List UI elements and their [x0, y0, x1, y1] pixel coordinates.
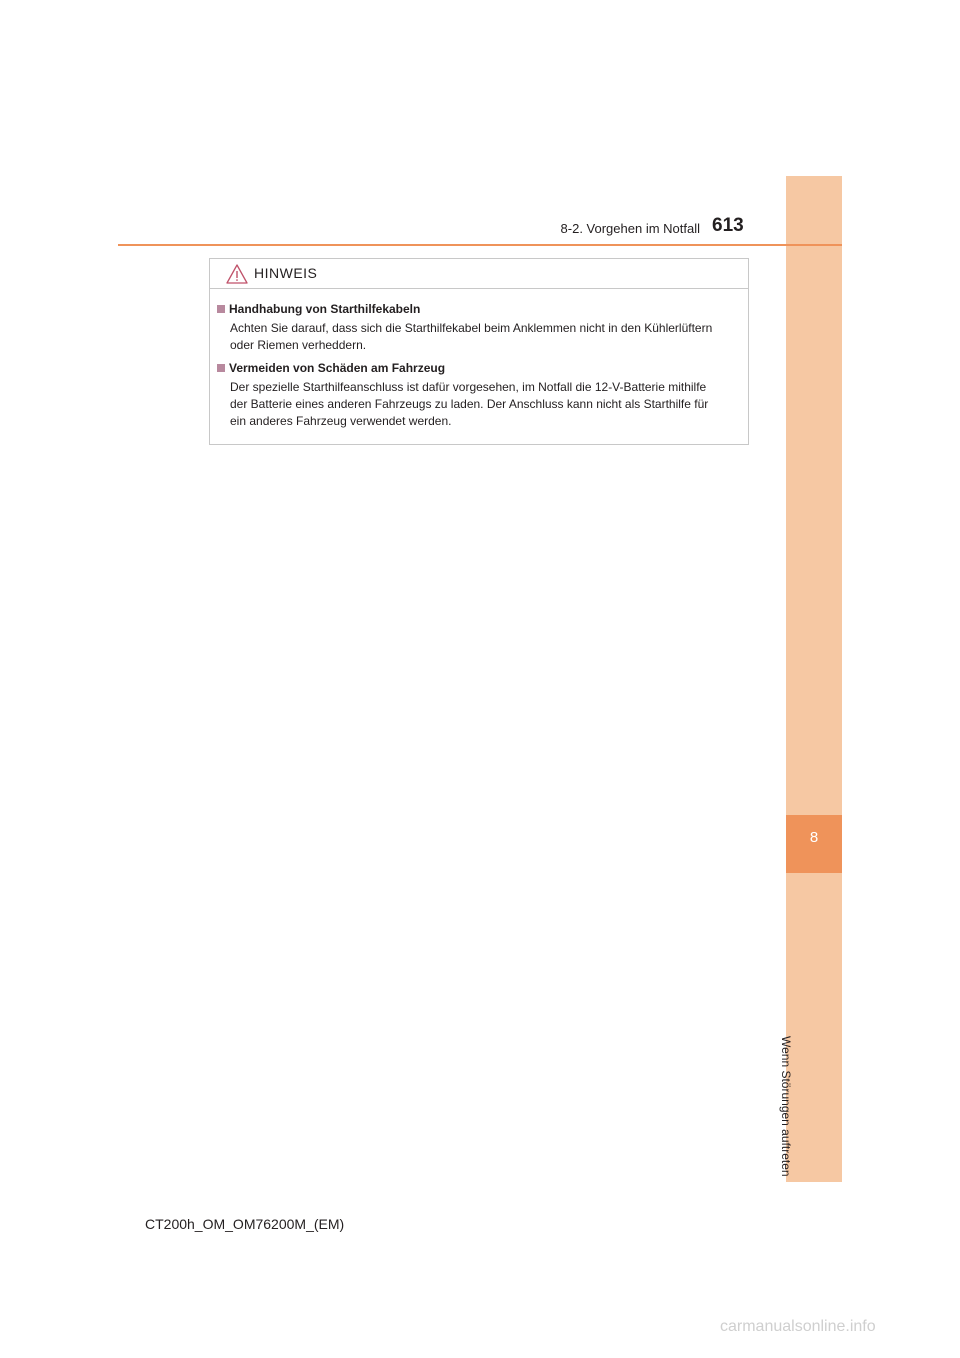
header-divider	[118, 244, 842, 246]
chapter-number: 8	[809, 829, 819, 846]
chapter-title: Wenn Störungen auftreten	[779, 1036, 793, 1177]
notice-item	[217, 360, 745, 430]
notice-title: HINWEIS	[254, 265, 318, 281]
notice-box	[209, 258, 749, 445]
page-number: 613	[712, 215, 744, 236]
document-code: CT200h_OM_OM76200M_(EM)	[145, 1216, 345, 1232]
warning-triangle-icon	[226, 264, 248, 284]
notice-item	[217, 301, 745, 354]
notice-item-body: Achten Sie darauf, dass sich die Starthilfekabel beim Anklemmen nicht in den Kühlerlüftern oder Riemen verheddern.	[230, 321, 713, 352]
square-bullet-icon	[217, 305, 225, 313]
section-title: 8-2. Vorgehen im Notfall	[560, 221, 700, 236]
notice-item-heading: Vermeiden von Schäden am Fahrzeug	[217, 360, 745, 376]
notice-item-body: Der spezielle Starthilfeanschluss ist dafür vorgesehen, im Notfall die 12-V-Batterie mithilfe der Batterie eines anderen Fahrzeugs zu laden. Der Anschluss kann nicht als Starthilfe für ein anderes Fahrzeug verwendet werden.	[230, 380, 709, 428]
chapter-side-tab	[786, 176, 842, 1182]
square-bullet-icon	[217, 364, 225, 372]
notice-header	[210, 259, 748, 289]
watermark: carmanualsonline.info	[720, 1318, 876, 1335]
notice-item-heading: Handhabung von Starthilfekabeln	[217, 301, 745, 317]
